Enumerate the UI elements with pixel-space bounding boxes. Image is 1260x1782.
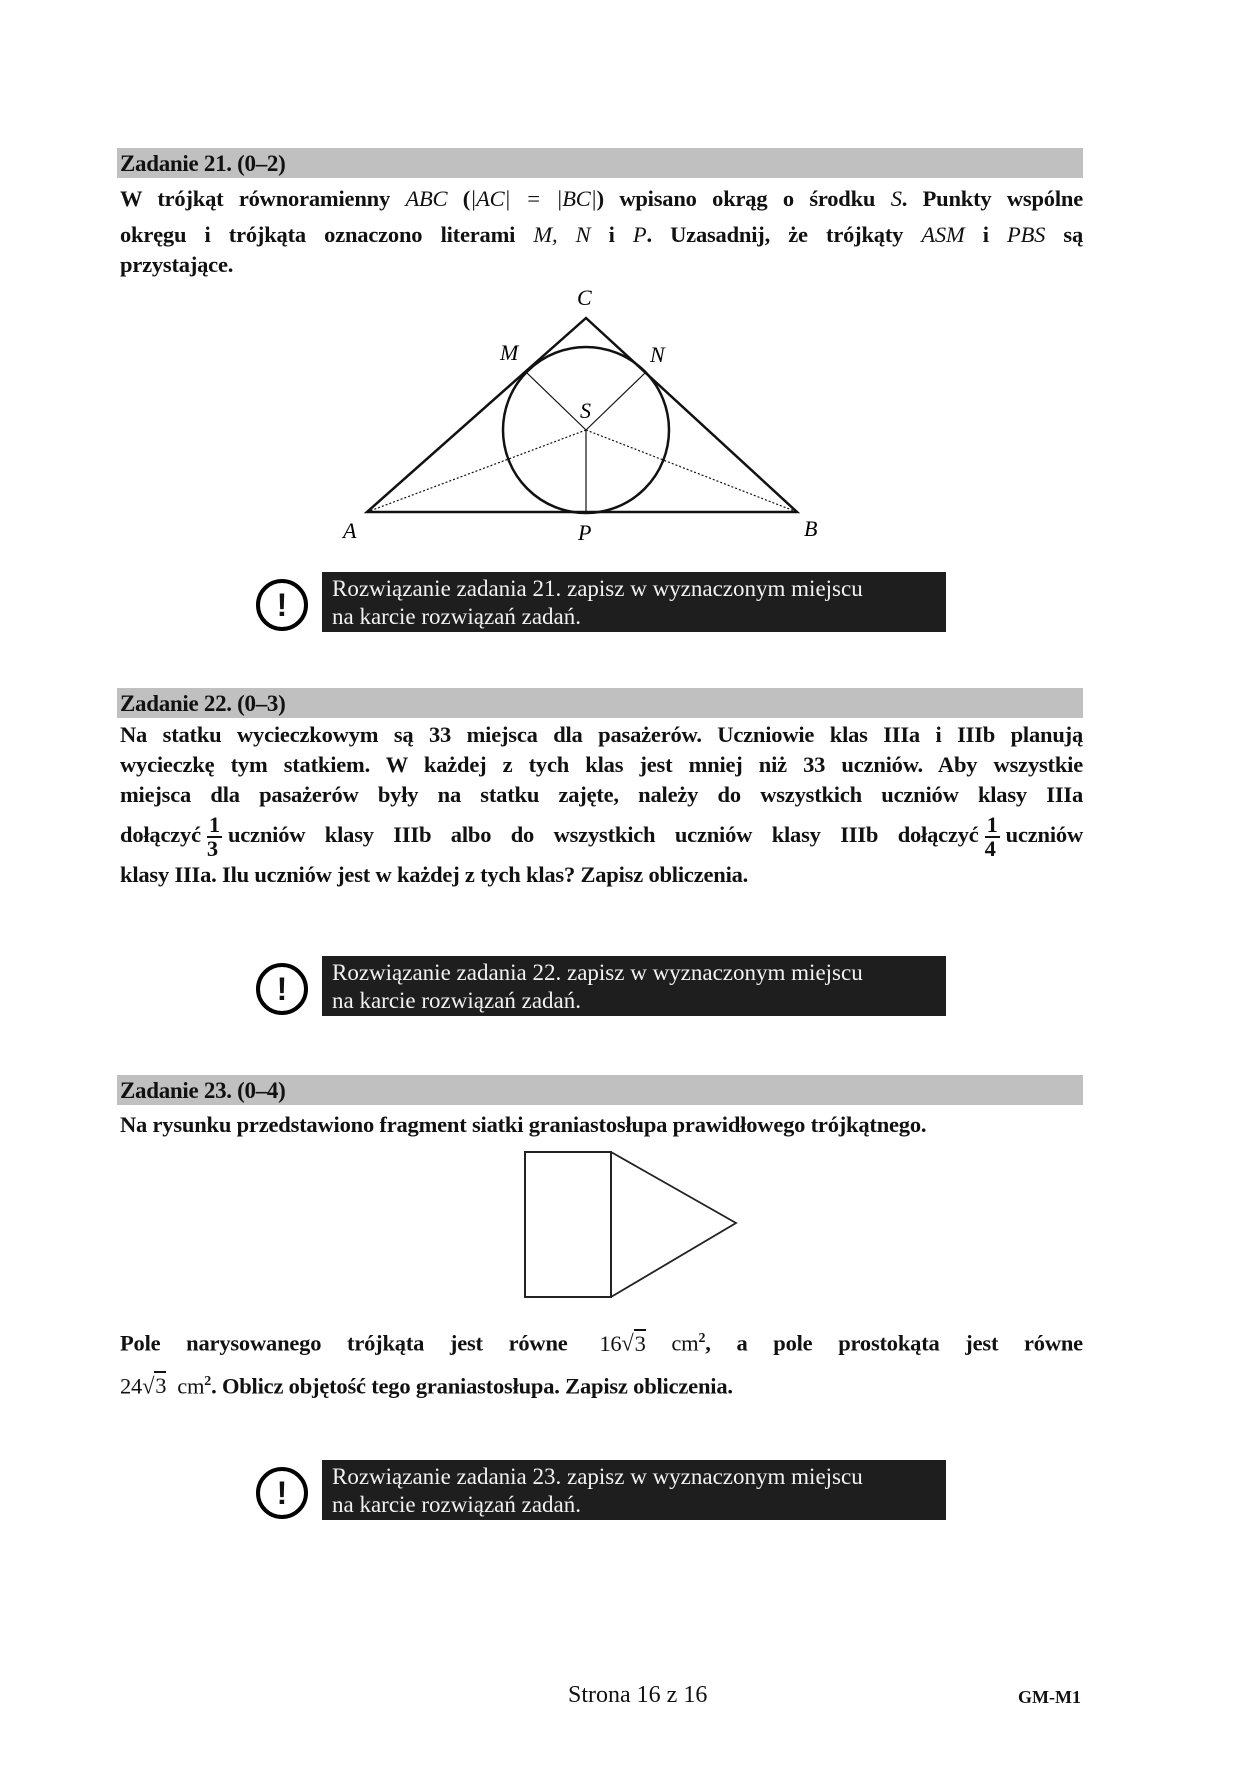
task-23-line-2: 24√3 $cm^2$. Oblicz objętość tego graniastosłupa. Zapisz obliczenia. — [120, 1373, 733, 1398]
task-22-line-2: wycieczkę tym statkiem. W każdej z tych klas jest mniej niż 33 uczniów. Aby wszystkie — [120, 752, 1083, 777]
task-22-title: Zadanie 22. (0–3) — [120, 691, 286, 716]
exclamation-icon: ! — [256, 579, 308, 631]
task-22-line-last: klasy IIIa. Ilu uczniów jest w każdej z tych klas? Zapisz obliczenia. — [120, 862, 749, 887]
note-line-1: Rozwiązanie zadania 21. zapisz w wyznaczonym miejscu — [332, 576, 863, 601]
task-23-note-box — [322, 1460, 946, 1520]
exam-code: GM-M1 — [1018, 1687, 1081, 1707]
label-c: C — [577, 285, 592, 310]
task-22-line-1: Na statku wycieczkowym są 33 miejsca dla pasażerów. Uczniowie klas IIIa i IIIb planują — [120, 722, 1083, 747]
segment-sm — [527, 373, 586, 430]
task-23-note — [250, 1460, 950, 1524]
task-22-text — [120, 720, 1083, 890]
exclamation-icon: ! — [256, 1467, 308, 1519]
note-line-1: Rozwiązanie zadania 22. zapisz w wyznaczonym miejscu — [332, 960, 863, 985]
label-s: S — [580, 398, 591, 423]
page-number: Strona 16 z 16 — [568, 1682, 708, 1708]
note-line-2: na karcie rozwiązań zadań. — [332, 988, 582, 1013]
task-23-text — [120, 1320, 1083, 1405]
task-22-note — [250, 956, 950, 1020]
net-rectangle — [525, 1152, 611, 1297]
label-a: A — [343, 518, 357, 543]
task-21-line-3: przystające. — [120, 252, 234, 277]
label-n: N — [650, 342, 665, 367]
task-23-line-1: Pole narysowanego trójkąta jest równe 16√3 $cm^2$, a pole prostokąta jest równe — [120, 1330, 1083, 1356]
task-21-diagram — [320, 280, 820, 550]
label-b: B — [804, 516, 818, 541]
task-21-title: Zadanie 21. (0–2) — [120, 151, 286, 176]
task-21-note — [250, 572, 950, 636]
net-triangle — [611, 1152, 736, 1297]
task-23-diagram — [520, 1145, 750, 1305]
task-21-note-box — [322, 572, 946, 632]
task-22-line-3: miejsca dla pasażerów były na statku zajęte, należy do wszystkich uczniów klasy IIIa — [120, 782, 1083, 807]
task-21-line-1: W trójkąt równoramienny ABC (|AC| = |BC|) wpisano okrąg o środku S. Punkty wspólne — [120, 186, 1083, 211]
task-21-text — [120, 184, 1083, 280]
note-line-1: Rozwiązanie zadania 23. zapisz w wyznaczonym miejscu — [332, 1464, 863, 1489]
segment-sb — [586, 430, 797, 512]
exclamation-icon: ! — [256, 963, 308, 1015]
note-line-2: na karcie rozwiązań zadań. — [332, 1492, 582, 1517]
segment-sn — [586, 373, 645, 430]
segment-sa — [367, 430, 586, 512]
task-23-title: Zadanie 23. (0–4) — [120, 1078, 286, 1103]
task-22-fraction-line: dołączyć $\frac{1}{3}$ uczniów klasy IIIb albo do wszystkich uczniów klasy IIIb dołączyć $\frac{1}{4}$ uczniów — [120, 811, 1083, 861]
task-21-line-2: okręgu i trójkąta oznaczono literami M, N i P. Uzasadnij, że trójkąty ASM i PBS są — [120, 222, 1084, 247]
task-23-intro: Na rysunku przedstawiono fragment siatki graniastosłupa prawidłowego trójkątnego. — [120, 1112, 927, 1137]
task-22-note-box — [322, 956, 946, 1016]
fraction-one-quarter: $\frac{1}{4}$ — [984, 811, 998, 861]
note-line-2: na karcie rozwiązań zadań. — [332, 604, 582, 629]
label-m: M — [500, 340, 519, 365]
fraction-one-third: $\frac{1}{3}$ — [206, 811, 220, 861]
label-p: P — [578, 520, 592, 545]
